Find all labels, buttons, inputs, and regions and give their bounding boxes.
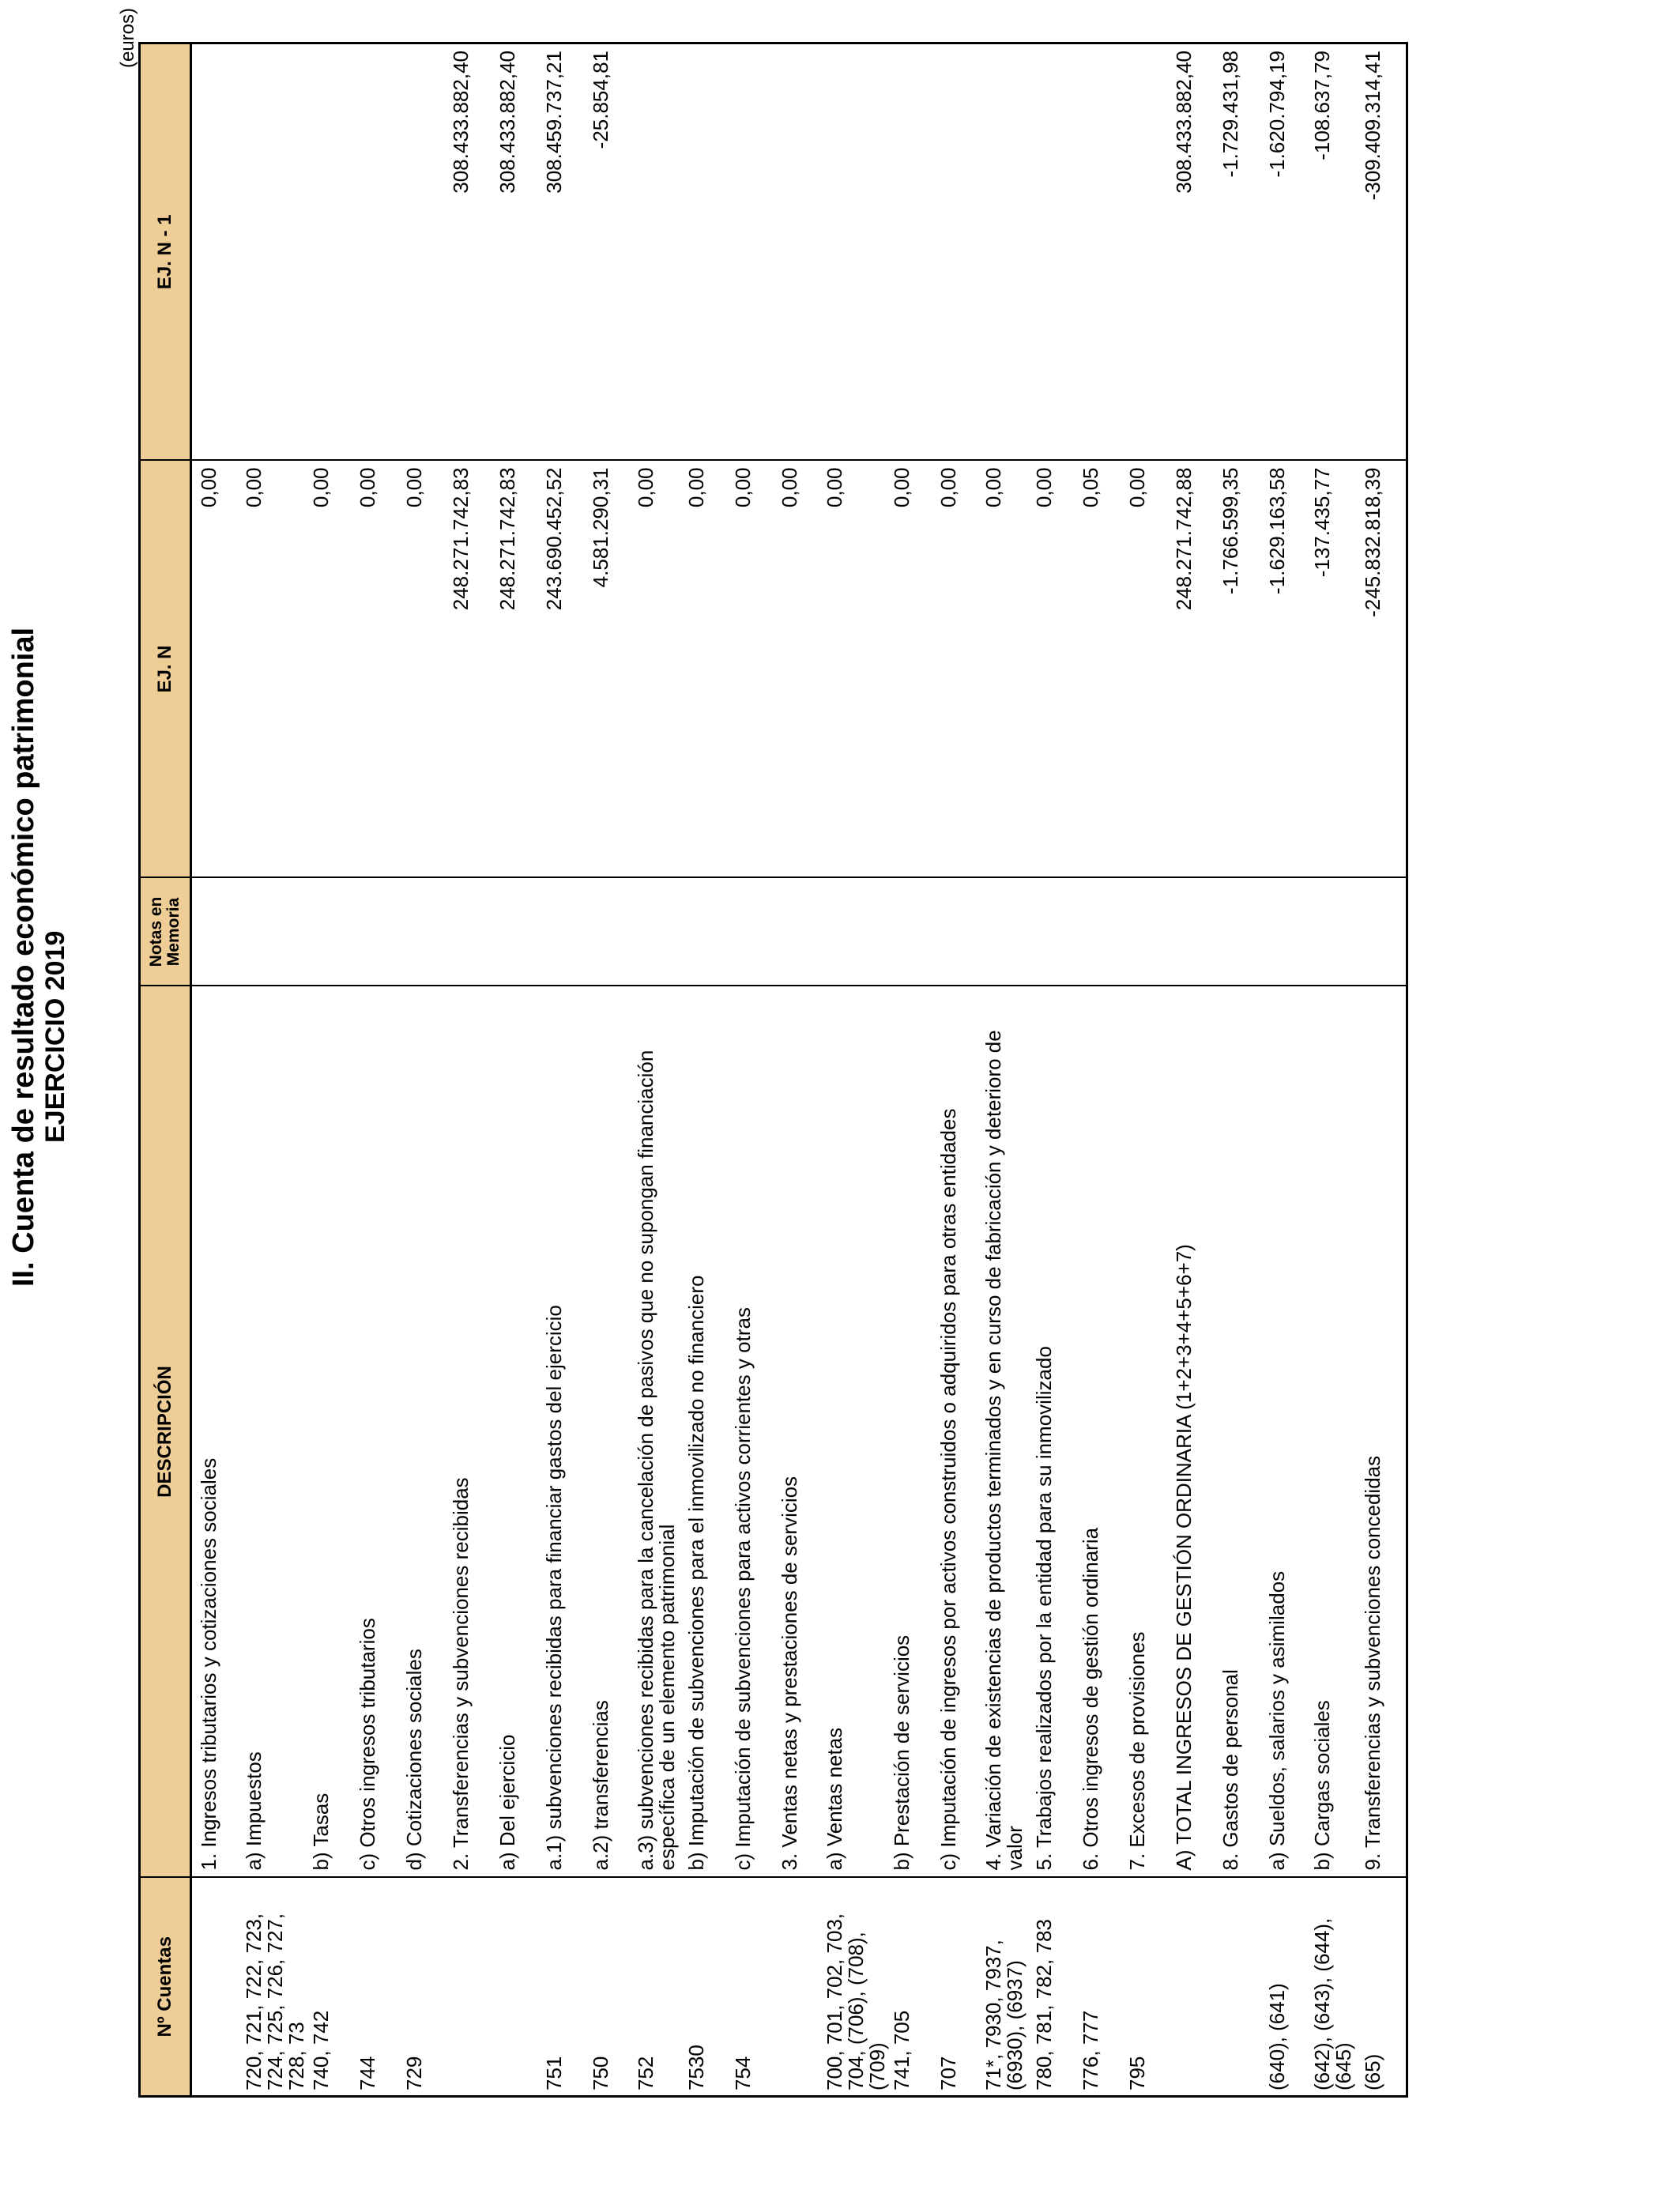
cell-description: 5. Trabajos realizados por la entidad para su inmovilizado (1030, 986, 1077, 1878)
cell-accounts: 720, 721, 722, 723, 724, 725, 726, 727, 728, 73 (242, 1878, 307, 2097)
cell-description: 8. Gastos de personal (1217, 986, 1264, 1878)
cell-accounts: 754 (729, 1878, 776, 2097)
table-row (307, 43, 354, 2097)
cell-previous-year (1124, 43, 1170, 461)
cell-notes (447, 878, 494, 986)
cell-current-year: 248.271.742,88 (1170, 461, 1217, 878)
table-row (242, 43, 307, 2097)
cell-accounts (776, 1878, 823, 2097)
cell-description: b) Prestación de servicios (888, 986, 935, 1878)
col-header-description: DESCRIPCIÓN (140, 986, 191, 1878)
cell-previous-year (683, 43, 729, 461)
table-row (587, 43, 634, 2097)
cell-description: c) Otros ingresos tributarios (354, 986, 401, 1878)
cell-previous-year: -309.409.314,41 (1359, 43, 1407, 461)
table-row (634, 43, 683, 2097)
cell-current-year: 0,05 (1077, 461, 1124, 878)
cell-notes (935, 878, 981, 986)
table-row (776, 43, 823, 2097)
cell-description: 3. Ventas netas y prestaciones de servicios (776, 986, 823, 1878)
cell-notes (587, 878, 634, 986)
cell-current-year: 0,00 (401, 461, 447, 878)
cell-accounts: 744 (354, 1878, 401, 2097)
cell-current-year: 0,00 (729, 461, 776, 878)
cell-notes (242, 878, 307, 986)
cell-accounts: 740, 742 (307, 1878, 354, 2097)
cell-description: 2. Transferencias y subvenciones recibidas (447, 986, 494, 1878)
cell-current-year: -1.629.163,58 (1264, 461, 1310, 878)
cell-accounts: 71*, 7930, 7937, (6930), (6937) (981, 1878, 1030, 2097)
table-row (354, 43, 401, 2097)
cell-current-year: 0,00 (935, 461, 981, 878)
cell-previous-year (1030, 43, 1077, 461)
cell-accounts: 780, 781, 782, 783 (1030, 1878, 1077, 2097)
cell-description: a.3) subvenciones recibidas para la cancelación de pasivos que no supongan financiación específica de un elemento patrimonial (634, 986, 683, 1878)
cell-current-year: 0,00 (307, 461, 354, 878)
cell-current-year: 243.690.452,52 (541, 461, 587, 878)
table-row (1077, 43, 1124, 2097)
cell-accounts: 795 (1124, 1878, 1170, 2097)
cell-current-year: 4.581.290,31 (587, 461, 634, 878)
cell-accounts (494, 1878, 541, 2097)
cell-current-year: 0,00 (354, 461, 401, 878)
cell-previous-year: 308.433.882,40 (494, 43, 541, 461)
table-row (401, 43, 447, 2097)
cell-accounts: 700, 701, 702, 703, 704, (706), (708), (709) (823, 1878, 888, 2097)
cell-notes (494, 878, 541, 986)
cell-description: A) TOTAL INGRESOS DE GESTIÓN ORDINARIA (1+2+3+4+5+6+7) (1170, 986, 1217, 1878)
cell-description: 4. Variación de existencias de productos terminados y en curso de fabricación y deterioro de valor (981, 986, 1030, 1878)
cell-description: 1. Ingresos tributarios y cotizaciones sociales (191, 986, 243, 1878)
cell-previous-year: 308.433.882,40 (1170, 43, 1217, 461)
cell-description: 6. Otros ingresos de gestión ordinaria (1077, 986, 1124, 1878)
cell-current-year: 0,00 (634, 461, 683, 878)
cell-accounts: (642), (643), (644), (645) (1310, 1878, 1359, 2097)
table-row (1359, 43, 1407, 2097)
cell-description: a) Sueldos, salarios y asimilados (1264, 986, 1310, 1878)
cell-current-year: 0,00 (981, 461, 1030, 878)
cell-previous-year (307, 43, 354, 461)
cell-previous-year (823, 43, 888, 461)
cell-description: c) Imputación de subvenciones para activos corrientes y otras (729, 986, 776, 1878)
table-row (888, 43, 935, 2097)
cell-previous-year (981, 43, 1030, 461)
table-row (935, 43, 981, 2097)
col-header-previous: EJ. N - 1 (140, 43, 191, 461)
col-header-accounts: Nº Cuentas (140, 1878, 191, 2097)
cell-current-year: -245.832.818,39 (1359, 461, 1407, 878)
cell-previous-year (191, 43, 243, 461)
cell-current-year: 0,00 (683, 461, 729, 878)
table-header-row (140, 43, 191, 2097)
cell-accounts: 707 (935, 1878, 981, 2097)
cell-notes (634, 878, 683, 986)
cell-notes (191, 878, 243, 986)
cell-notes (981, 878, 1030, 986)
cell-accounts: (640), (641) (1264, 1878, 1310, 2097)
table-row (1124, 43, 1170, 2097)
cell-current-year: 248.271.742,83 (447, 461, 494, 878)
table-row (1170, 43, 1217, 2097)
cell-notes (1310, 878, 1359, 986)
cell-current-year: 0,00 (191, 461, 243, 878)
cell-current-year: 0,00 (1030, 461, 1077, 878)
cell-accounts (1170, 1878, 1217, 2097)
cell-accounts: 752 (634, 1878, 683, 2097)
cell-previous-year (1077, 43, 1124, 461)
cell-current-year: -137.435,77 (1310, 461, 1359, 878)
table-body (191, 43, 1407, 2097)
cell-current-year: 0,00 (776, 461, 823, 878)
cell-notes (401, 878, 447, 986)
cell-description: a) Impuestos (242, 986, 307, 1878)
currency-unit: (euros) (117, 7, 138, 68)
cell-notes (1359, 878, 1407, 986)
cell-previous-year: -108.637,79 (1310, 43, 1359, 461)
table-row (1217, 43, 1264, 2097)
cell-description: b) Imputación de subvenciones para el inmovilizado no financiero (683, 986, 729, 1878)
cell-accounts (447, 1878, 494, 2097)
page-title: II. Cuenta de resultado económico patrimonial (7, 627, 40, 1287)
cell-notes (1170, 878, 1217, 986)
cell-accounts: 750 (587, 1878, 634, 2097)
cell-current-year: 0,00 (823, 461, 888, 878)
cell-notes (354, 878, 401, 986)
cell-notes (307, 878, 354, 986)
cell-description: a.1) subvenciones recibidas para financiar gastos del ejercicio (541, 986, 587, 1878)
cell-notes (888, 878, 935, 986)
cell-previous-year (401, 43, 447, 461)
cell-description: 9. Transferencias y subvenciones concedidas (1359, 986, 1407, 1878)
cell-accounts: 741, 705 (888, 1878, 935, 2097)
cell-accounts: 7530 (683, 1878, 729, 2097)
table-row (729, 43, 776, 2097)
page-subtitle: EJERCICIO 2019 (40, 930, 70, 1143)
cell-accounts: (65) (1359, 1878, 1407, 2097)
cell-description: c) Imputación de ingresos por activos construidos o adquiridos para otras entidades (935, 986, 981, 1878)
cell-accounts (1217, 1878, 1264, 2097)
cell-previous-year: 308.433.882,40 (447, 43, 494, 461)
cell-current-year: 0,00 (1124, 461, 1170, 878)
cell-previous-year (634, 43, 683, 461)
cell-notes (1124, 878, 1170, 986)
cell-previous-year: 308.459.737,21 (541, 43, 587, 461)
cell-notes (776, 878, 823, 986)
table-row (447, 43, 494, 2097)
cell-previous-year (776, 43, 823, 461)
cell-previous-year (888, 43, 935, 461)
cell-notes (1030, 878, 1077, 986)
cell-previous-year: -1.729.431,98 (1217, 43, 1264, 461)
result-account-table (138, 42, 1408, 2098)
table-row (823, 43, 888, 2097)
cell-previous-year (935, 43, 981, 461)
cell-current-year: -1.766.599,35 (1217, 461, 1264, 878)
cell-previous-year (729, 43, 776, 461)
table-row (981, 43, 1030, 2097)
cell-notes (823, 878, 888, 986)
cell-accounts: 751 (541, 1878, 587, 2097)
cell-previous-year: -25.854,81 (587, 43, 634, 461)
table-row (1264, 43, 1310, 2097)
cell-description: a) Ventas netas (823, 986, 888, 1878)
table-row (1310, 43, 1359, 2097)
cell-description: d) Cotizaciones sociales (401, 986, 447, 1878)
cell-description: 7. Excesos de provisiones (1124, 986, 1170, 1878)
cell-accounts (191, 1878, 243, 2097)
cell-current-year: 248.271.742,83 (494, 461, 541, 878)
cell-description: a) Del ejercicio (494, 986, 541, 1878)
cell-notes (1217, 878, 1264, 986)
cell-previous-year (354, 43, 401, 461)
cell-accounts: 776, 777 (1077, 1878, 1124, 2097)
cell-notes (541, 878, 587, 986)
cell-description: a.2) transferencias (587, 986, 634, 1878)
cell-notes (683, 878, 729, 986)
cell-notes (1077, 878, 1124, 986)
cell-previous-year (242, 43, 307, 461)
cell-description: b) Cargas sociales (1310, 986, 1359, 1878)
table-row (494, 43, 541, 2097)
col-header-notes: Notas en Memoria (140, 878, 191, 986)
cell-previous-year: -1.620.794,19 (1264, 43, 1310, 461)
table-row (1030, 43, 1077, 2097)
table-row (191, 43, 243, 2097)
cell-description: b) Tasas (307, 986, 354, 1878)
cell-current-year: 0,00 (242, 461, 307, 878)
cell-notes (729, 878, 776, 986)
col-header-current: EJ. N (140, 461, 191, 878)
table-row (683, 43, 729, 2097)
cell-notes (1264, 878, 1310, 986)
table-row (541, 43, 587, 2097)
cell-accounts: 729 (401, 1878, 447, 2097)
cell-current-year: 0,00 (888, 461, 935, 878)
